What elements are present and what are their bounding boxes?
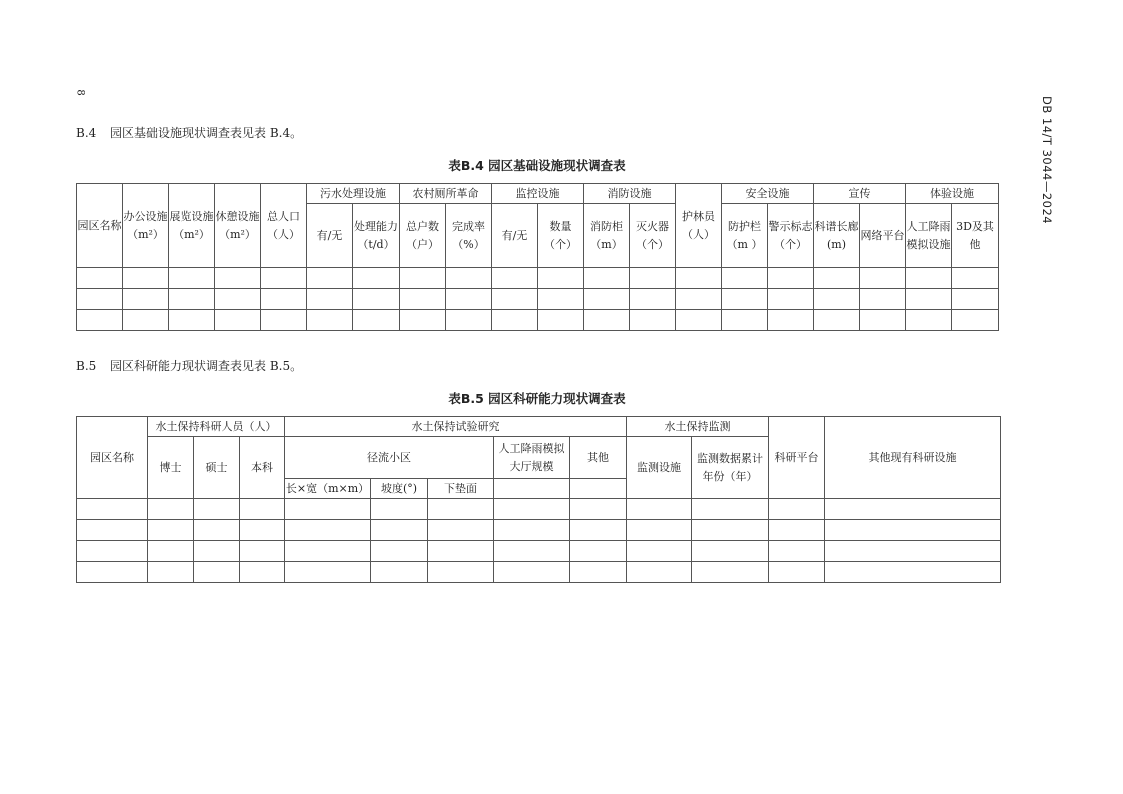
header-park-name: 园区名称 [77,417,148,499]
header-rest: 休憩设施 （m²） [215,184,261,268]
header-network: 网络平台 [860,204,906,268]
table-row [77,520,1001,541]
header-rain-sim: 人工降雨模拟设施 [906,204,952,268]
header-other-facility: 其他现有科研设施 [825,417,1001,499]
table-b5-caption: 表B.5 园区科研能力现状调查表 [448,391,626,406]
header-monitor-facility: 监测设施 [627,437,692,499]
header-park-name: 园区名称 [77,184,123,268]
header-warning: 警示标志 （个） [768,204,814,268]
header-households: 总户数 （户） [400,204,446,268]
table-row [77,499,1001,520]
header-ranger: 护林员 （人） [676,184,722,268]
header-surface: 下垫面 [428,479,494,499]
section-text: 园区基础设施现状调查表见表 B.4。 [110,126,303,140]
header-exhibit: 展览设施 （m²） [169,184,215,268]
section-b5-paragraph [76,357,302,374]
header-monitor-has: 有/无 [492,204,538,268]
header-toilet: 农村厕所革命 [400,184,492,204]
section-b4-paragraph [76,124,302,141]
table-row [77,268,999,289]
header-safety: 安全设施 [722,184,814,204]
header-rain-hall: 人工降雨模拟大厅规模 [494,437,570,479]
header-extinguisher: 灭火器 （个） [630,204,676,268]
header-guardrail: 防护栏 （m ） [722,204,768,268]
page-number: 8 [74,89,86,96]
header-master: 硕士 [194,437,240,499]
header-staff: 水土保持科研人员（人） [148,417,285,437]
header-monitoring: 水土保持监测 [627,417,769,437]
table-row [77,310,999,331]
header-sewage-has: 有/无 [307,204,353,268]
header-slope: 坡度(°) [371,479,428,499]
table-b5 [76,416,1001,583]
header-monitor: 监控设施 [492,184,584,204]
header-fire: 消防设施 [584,184,676,204]
header-completion: 完成率 （%） [446,204,492,268]
section-text: 园区科研能力现状调查表见表 B.5。 [110,359,303,373]
header-monitor-years: 监测数据累计年份（年） [692,437,769,499]
header-population: 总人口 （人） [261,184,307,268]
header-3d: 3D及其他 [952,204,999,268]
table-row [77,562,1001,583]
header-experience: 体验设施 [906,184,999,204]
header-rain-hall-blank [494,479,570,499]
table-row [77,541,1001,562]
header-runoff: 径流小区 [285,437,494,479]
header-office: 办公设施 （m²） [123,184,169,268]
standard-code-label: DB 14/T 3044—2024 [1040,96,1054,225]
header-sewage-capacity: 处理能力 （t/d） [353,204,400,268]
header-fire-cabinet: 消防柜 （m） [584,204,630,268]
header-bachelor: 本科 [240,437,285,499]
header-promo: 宣传 [814,184,906,204]
section-number: B.5 [76,359,97,373]
header-phd: 博士 [148,437,194,499]
header-monitor-qty: 数量 （个） [538,204,584,268]
table-b4-caption: 表B.4 园区基础设施现状调查表 [448,158,626,173]
header-sewage: 污水处理设施 [307,184,400,204]
header-size: 长×宽（m×m） [285,479,371,499]
header-other-blank [570,479,627,499]
header-corridor: 科谱长廊 (m) [814,204,860,268]
header-platform: 科研平台 [769,417,825,499]
table-b4 [76,183,999,331]
header-research: 水土保持试验研究 [285,417,627,437]
header-other: 其他 [570,437,627,479]
section-number: B.4 [76,126,97,140]
table-row [77,289,999,310]
